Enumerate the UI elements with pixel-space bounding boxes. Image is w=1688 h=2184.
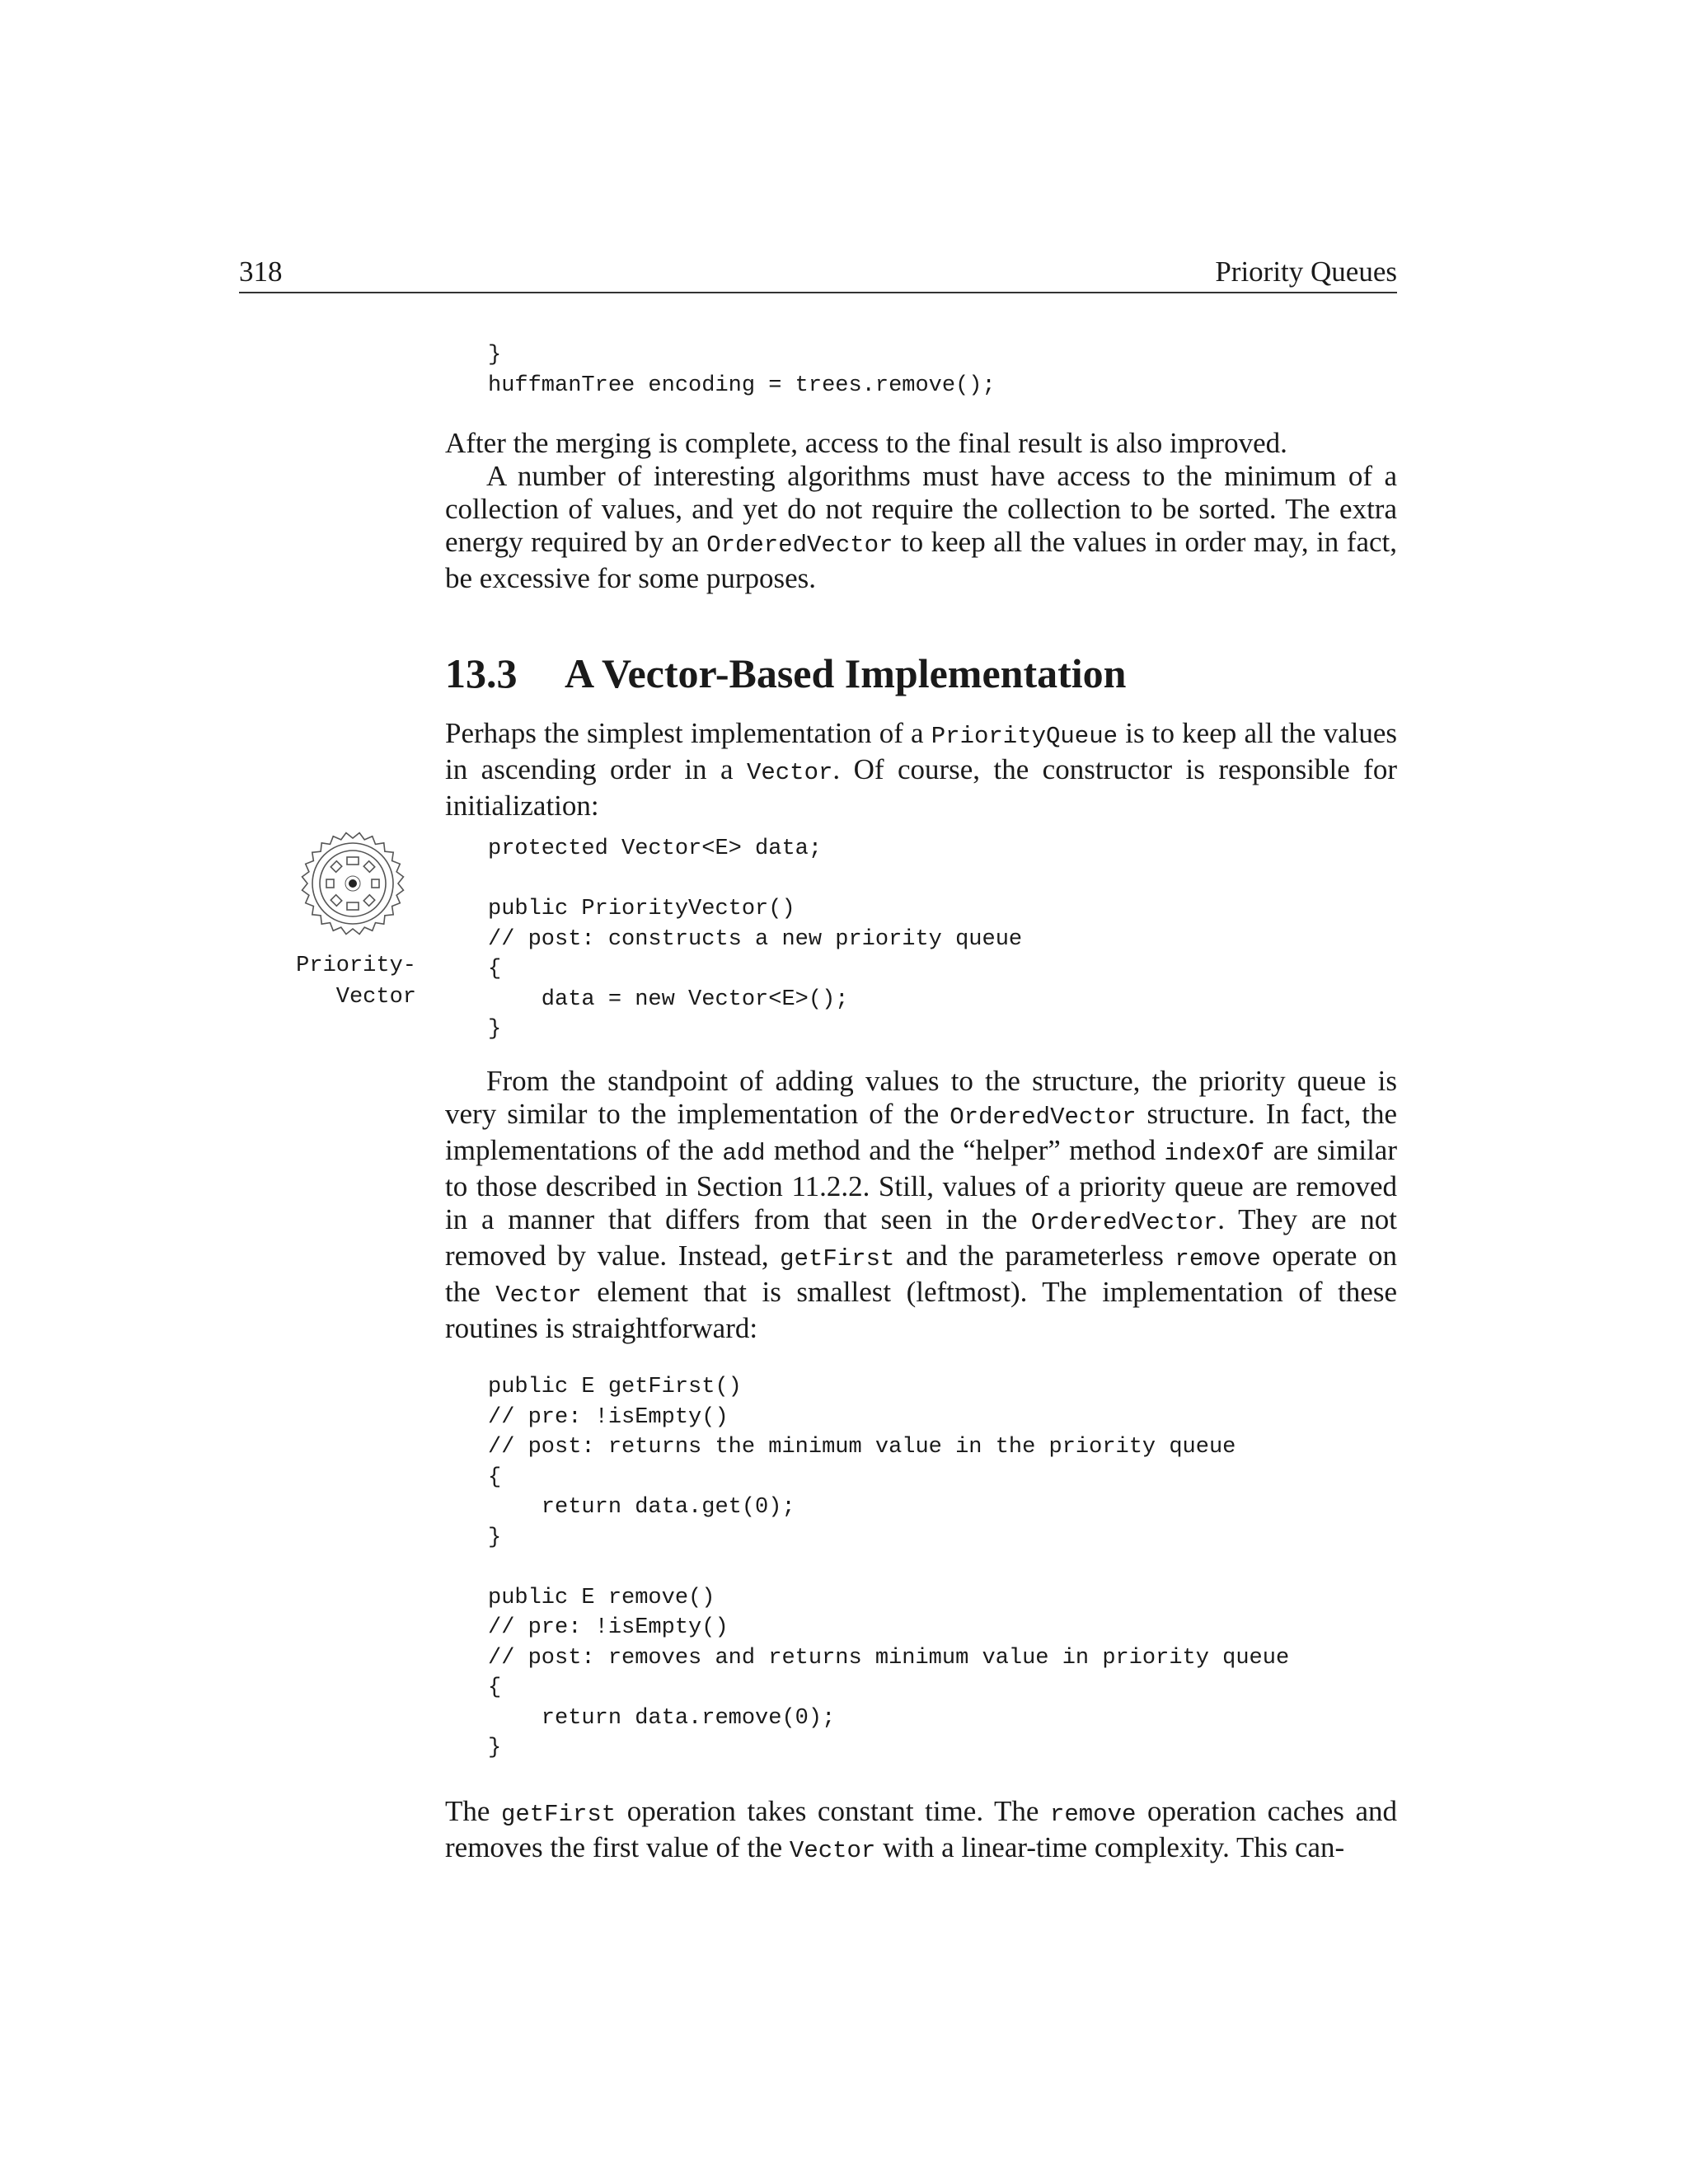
paragraph-algorithms: A number of interesting algorithms must have access to the minimum of a collection of values, and yet do not require the collection to be sorted. The extra energy required by an OrderedVector to keep all the values in order may, in fact, be excessive for some purposes.: [445, 460, 1397, 594]
body-paragraph-block: [445, 1065, 1397, 1345]
paragraph-merging: After the merging is complete, access to the final result is also improved.: [445, 427, 1287, 459]
page-number: 318: [239, 255, 283, 288]
gear-icon: [299, 830, 406, 937]
section-intro: [445, 717, 1397, 823]
section-heading: [445, 649, 1126, 697]
closing-paragraph-block: [445, 1795, 1397, 1868]
section-title: A Vector-Based Implementation: [565, 650, 1127, 696]
running-header: [239, 254, 1397, 293]
code-block-methods: public E getFirst() // pre: !isEmpty() // post: returns the minimum value in the priority queue { return data.get(0); } public E remove() // pre: !isEmpty() // post: removes and returns minimum value in priority queue { return data.remove(0); }: [488, 1375, 1290, 1760]
intro-paragraphs: [445, 427, 1397, 595]
margin-class-label: Priority- Vector: [296, 954, 416, 1010]
paragraph-complexity: The getFirst operation takes constant time. The remove operation caches and removes the first value of the Vector with a linear-time complexity. This can-: [445, 1795, 1398, 1864]
section-number: 13.3: [445, 650, 518, 696]
code-block-huffman: } huffmanTree encoding = trees.remove();: [488, 343, 996, 398]
chapter-title: Priority Queues: [1215, 255, 1397, 288]
paragraph-standpoint: From the standpoint of adding values to the structure, the priority queue is very similar to the implementation of the OrderedVector structure. In fact, the implementations of the add method and the “helper” method indexOf are similar to those described in Section 11.2.2. Still, values of a priority queue are removed in a manner that differs from that seen in the OrderedVector. They are not removed by value. Instead, getFirst and the parameterless remove operate on the Vector element that is smallest (leftmost). The implementation of these routines is straightforward:: [445, 1065, 1398, 1344]
paragraph-simplest: Perhaps the simplest implementation of a PriorityQueue is to keep all the values in ascending order in a Vector. Of course, the constructor is responsible for initialization:: [445, 717, 1397, 822]
code-block-constructor: protected Vector<E> data; public PriorityVector() // post: constructs a new priority queue { data = new Vector<E>(); }: [488, 837, 1023, 1042]
